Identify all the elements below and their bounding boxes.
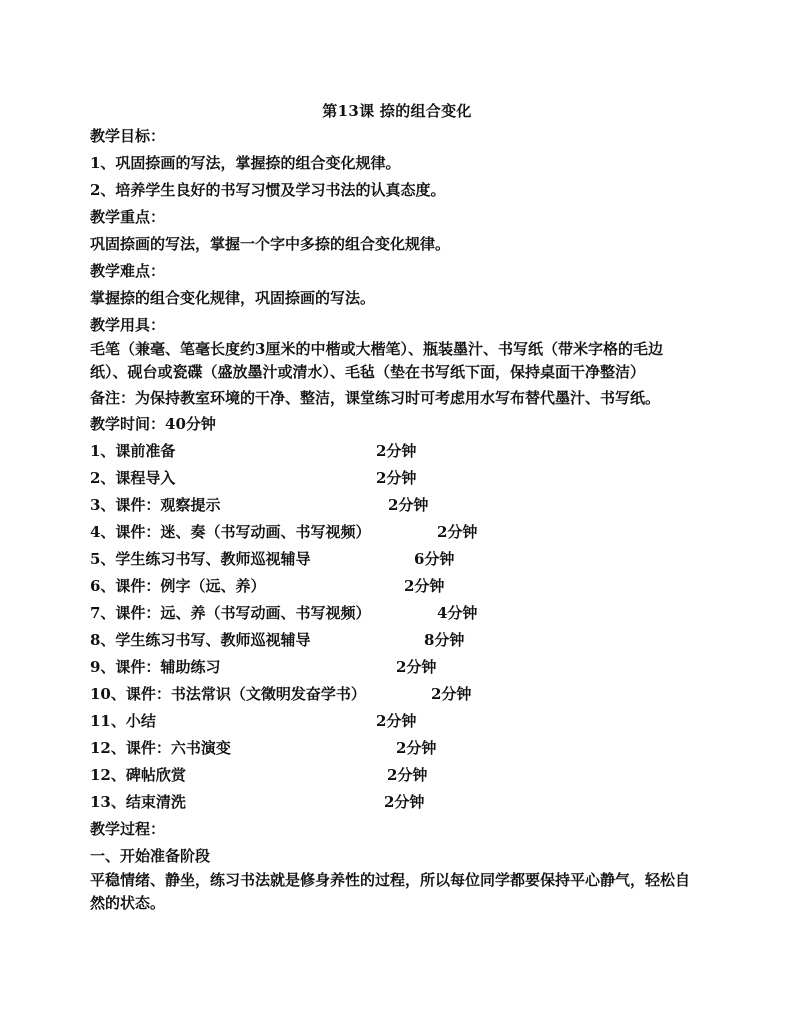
schedule-duration: 2分钟 <box>388 496 429 514</box>
schedule-item: 13、结束清洗 <box>90 793 186 811</box>
schedule-item: 12、课件：六书演变 <box>90 739 231 757</box>
schedule-duration: 2分钟 <box>384 793 425 811</box>
schedule-duration: 2分钟 <box>396 739 437 757</box>
key-points-heading: 教学重点： <box>90 208 166 226</box>
schedule-item: 1、课前准备 <box>90 442 176 460</box>
schedule-duration: 2分钟 <box>404 577 445 595</box>
schedule-duration: 2分钟 <box>437 523 478 541</box>
schedule-duration: 2分钟 <box>376 469 417 487</box>
schedule-item: 12、碑帖欣赏 <box>90 766 186 784</box>
tools-note: 备注：为保持教室环境的干净、整洁，课堂练习时可考虑用水写布替代墨汁、书写纸。 <box>90 389 661 407</box>
schedule-item: 6、课件：例字（远、养） <box>90 577 266 595</box>
key-points-text: 巩固捺画的写法，掌握一个字中多捺的组合变化规律。 <box>90 235 451 253</box>
schedule-duration: 2分钟 <box>431 685 472 703</box>
process-heading: 教学过程： <box>90 820 166 838</box>
schedule-item: 3、课件：观察提示 <box>90 496 221 514</box>
schedule-item: 8、学生练习书写、教师巡视辅导 <box>90 631 311 649</box>
objective-2: 2、培养学生良好的书写习惯及学习书法的认真态度。 <box>90 181 446 199</box>
lesson-title: 第13课 捺的组合变化 <box>322 102 472 120</box>
schedule-duration: 8分钟 <box>424 631 465 649</box>
objectives-heading: 教学目标： <box>90 127 166 145</box>
schedule-duration: 2分钟 <box>376 442 417 460</box>
schedule-item: 10、课件：书法常识（文徵明发奋学书） <box>90 685 366 703</box>
schedule-item: 2、课程导入 <box>90 469 176 487</box>
schedule-duration: 2分钟 <box>387 766 428 784</box>
objective-1: 1、巩固捺画的写法，掌握捺的组合变化规律。 <box>90 154 401 172</box>
schedule-duration: 2分钟 <box>376 712 417 730</box>
schedule-duration: 4分钟 <box>437 604 478 622</box>
schedule-item: 11、小结 <box>90 712 156 730</box>
process-text: 平稳情绪、静坐，练习书法就是修身养性的过程，所以每位同学都要保持平心静气，轻松自然的状态。 <box>90 871 691 912</box>
tools-text: 毛笔（兼毫、笔毫长度约3厘米的中楷或大楷笔）、瓶装墨汁、书写纸（带米字格的毛边纸）、砚台或瓷碟（盛放墨汁或清水）、毛毡（垫在书写纸下面，保持桌面干净整洁） <box>90 340 663 381</box>
schedule-item: 5、学生练习书写、教师巡视辅导 <box>90 550 311 568</box>
tools-heading: 教学用具： <box>90 316 166 334</box>
schedule-item: 4、课件：迷、奏（书写动画、书写视频） <box>90 523 371 541</box>
schedule-item: 9、课件：辅助练习 <box>90 658 221 676</box>
schedule-duration: 6分钟 <box>414 550 455 568</box>
difficulties-text: 掌握捺的组合变化规律，巩固捺画的写法。 <box>90 289 376 307</box>
schedule-duration: 2分钟 <box>396 658 437 676</box>
difficulties-heading: 教学难点： <box>90 262 166 280</box>
process-stage: 一、开始准备阶段 <box>90 847 211 865</box>
time-heading: 教学时间：40分钟 <box>90 415 216 433</box>
schedule-item: 7、课件：远、养（书写动画、书写视频） <box>90 604 371 622</box>
